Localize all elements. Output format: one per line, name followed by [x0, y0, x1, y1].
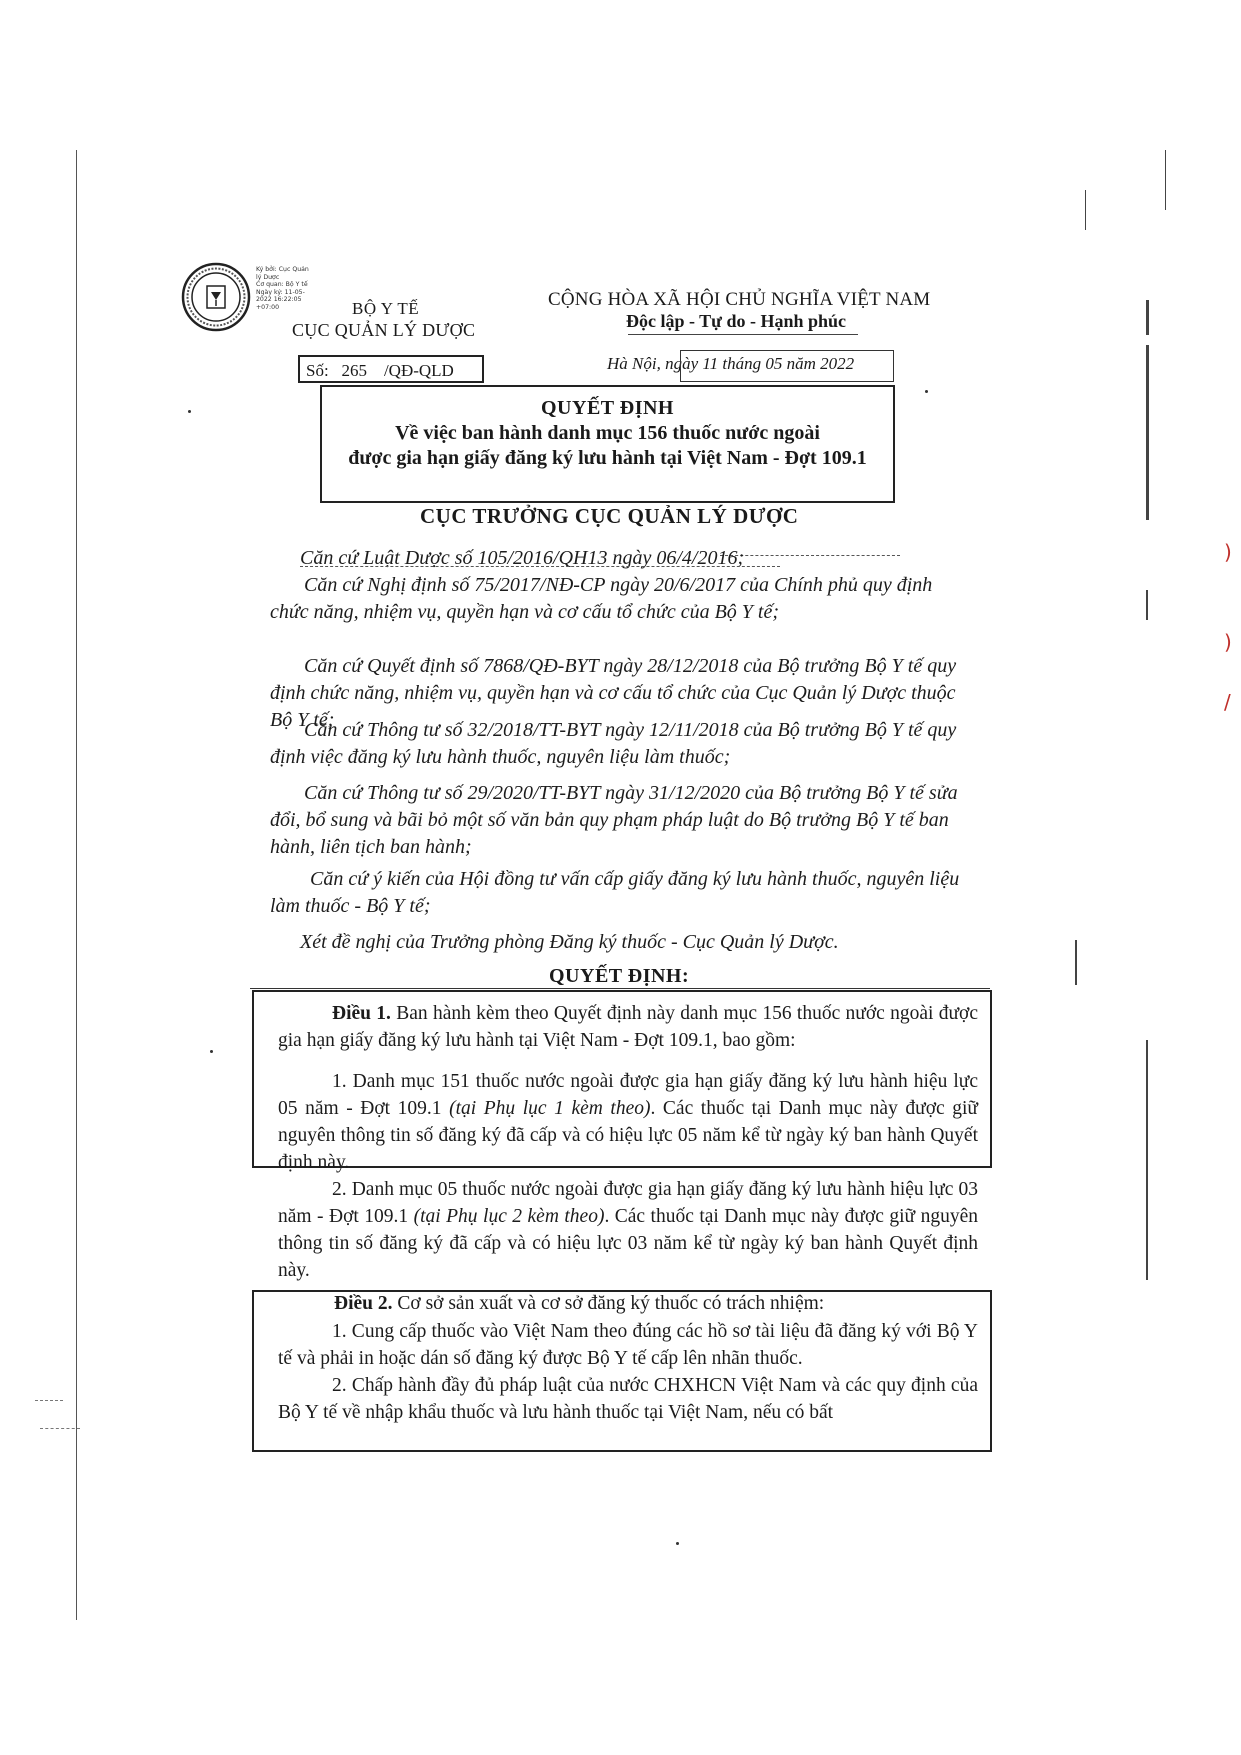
decides-underline [250, 988, 990, 989]
preamble-decision: Căn cứ Quyết định số 7868/QĐ-BYT ngày 28/12/2018 của Bộ trưởng Bộ Y tế quy định chức năng, nhiệm vụ, quyền hạn và cơ cấu tổ chức của Cục Quản lý Dược thuộc Bộ Y tế; [270, 655, 957, 731]
article-1-item-2-rest: . Các thuốc tại Danh mục này được giữ nguyên thông tin số đăng ký đã cấp và có hiệu lực 03 năm kể từ ngày ký ban hành Quyết định này. [278, 1206, 978, 1281]
article-1 [278, 1000, 978, 1054]
scan-edge-mark [1085, 190, 1086, 230]
scan-dot [676, 1542, 679, 1545]
scan-edge-mark [1146, 345, 1149, 520]
article-1-item-1-text: 1. Danh mục 151 thuốc nước ngoài được gia hạn giấy đăng ký lưu hành hiệu lực 05 năm - Đợt 109.1 [278, 1071, 978, 1119]
article-1-item-2-text: 2. Danh mục 05 thuốc nước ngoài được gia hạn giấy đăng ký lưu hành hiệu lực 03 năm - Đợt 109.1 [278, 1179, 978, 1227]
number-suffix: /QĐ-QLD [383, 361, 454, 380]
article-1-item-1 [278, 1068, 978, 1176]
scan-dot [925, 390, 928, 393]
signature-line: 2022 16:22:05 [256, 296, 302, 304]
article-1-item-2-ref: (tại Phụ lục 2 kèm theo) [413, 1206, 605, 1227]
number-value: 265 [341, 361, 367, 380]
preamble-decree: Căn cứ Nghị định số 75/2017/NĐ-CP ngày 20/6/2017 của Chính phủ quy định chức năng, nhiệm vụ, quyền hạn và cơ cấu tổ chức của Bộ Y tế; [270, 574, 933, 623]
article-2 [334, 1290, 994, 1317]
ministry-seal-icon [181, 262, 251, 332]
scan-edge-mark [1146, 590, 1148, 620]
digital-signature-info [256, 266, 326, 312]
document-number [298, 355, 484, 383]
red-margin-mark: ) [1224, 540, 1232, 564]
article-1-item-1-ref: (tại Phụ lục 1 kèm theo) [449, 1098, 651, 1119]
decides-heading: QUYẾT ĐỊNH: [549, 965, 690, 987]
scan-dot [210, 1050, 213, 1053]
scan-edge-mark [1075, 940, 1077, 985]
scan-edge-mark [1146, 300, 1149, 335]
signature-line: +07:00 [256, 303, 280, 311]
issue-date: Hà Nội, ngày 11 tháng 05 năm 2022 [607, 354, 855, 373]
article-1-item-1-rest: . Các thuốc tại Danh mục này được giữ nguyên thông tin số đăng ký đã cấp và có hiệu lực 05 năm kể từ ngày ký ban hành Quyết định này. [278, 1098, 978, 1173]
decision-heading: QUYẾT ĐỊNH [541, 397, 674, 419]
scan-dash [720, 555, 900, 557]
ministry-name: BỘ Y TẾ [352, 299, 420, 318]
preamble-circular-32: Căn cứ Thông tư số 32/2018/TT-BYT ngày 12/11/2018 của Bộ trưởng Bộ Y tế quy định việc đăng ký lưu hành thuốc, nguyên liệu làm thuốc; [270, 719, 957, 768]
country-name: CỘNG HÒA XÃ HỘI CHỦ NGHĨA VIỆT NAM [548, 289, 931, 310]
article-2-item-1: 1. Cung cấp thuốc vào Việt Nam theo đúng các hồ sơ tài liệu đã đăng ký với Bộ Y tế và phải in hoặc dán số đăng ký được Bộ Y tế cấp lên nhãn thuốc. [278, 1321, 978, 1369]
preamble-law: Căn cứ Luật Dược số 105/2016/QH13 ngày 06/4/2016; [300, 547, 745, 569]
red-margin-mark: / [1224, 690, 1231, 714]
decision-title-box [320, 385, 895, 503]
preamble-circular-29: Căn cứ Thông tư số 29/2020/TT-BYT ngày 31/12/2020 của Bộ trưởng Bộ Y tế sửa đổi, bổ sung và bãi bỏ một số văn bản quy phạm pháp luật do Bộ trưởng Bộ Y tế ban hành, liên tịch ban hành; [270, 782, 958, 858]
law-underline [300, 566, 780, 568]
article-2-item-2: 2. Chấp hành đầy đủ pháp luật của nước CHXHCN Việt Nam và các quy định của Bộ Y tế về nhập khẩu thuốc và lưu hành thuốc tại Việt Nam, nếu có bất [278, 1375, 978, 1423]
department-name: CỤC QUẢN LÝ DƯỢC [292, 320, 476, 340]
scan-dash [40, 1428, 80, 1430]
preamble-council: Căn cứ ý kiến của Hội đồng tư vấn cấp giấy đăng ký lưu hành thuốc, nguyên liệu làm thuốc - Bộ Y tế; [270, 868, 960, 917]
article-1-text: Ban hành kèm theo Quyết định này danh mục 156 thuốc nước ngoài được gia hạn giấy đăng ký lưu hành tại Việt Nam - Đợt 109.1, bao gồm: [278, 1003, 979, 1051]
preamble-proposal: Xét đề nghị của Trưởng phòng Đăng ký thuốc - Cục Quản lý Dược. [300, 931, 839, 953]
date-stamp-box [680, 350, 894, 382]
article-1-label: Điều 1. [332, 1003, 391, 1024]
scan-dot [188, 410, 191, 413]
article-1-item-2 [278, 1176, 978, 1284]
red-margin-mark: ) [1224, 630, 1232, 654]
signature-line: Ngày ký: 11-05- [256, 288, 305, 296]
article-2-text: Cơ sở sản xuất và cơ sở đăng ký thuốc có trách nhiệm: [397, 1293, 825, 1314]
issuing-authority: CỤC TRƯỞNG CỤC QUẢN LÝ DƯỢC [420, 504, 799, 528]
scan-edge-mark [1165, 150, 1166, 210]
scan-edge-mark [1146, 1040, 1148, 1280]
scan-edge-line [76, 150, 77, 1620]
motto-underline [628, 334, 858, 335]
signature-line: Ký bởi: Cục Quản [256, 266, 309, 273]
number-label: Số: [306, 361, 329, 380]
article-2-label: Điều 2. [334, 1293, 393, 1314]
decision-subject-line-1: Về việc ban hành danh mục 156 thuốc nước ngoài [395, 422, 820, 444]
decision-subject-line-2: được gia hạn giấy đăng ký lưu hành tại Việt Nam - Đợt 109.1 [348, 447, 867, 469]
national-motto: Độc lập - Tự do - Hạnh phúc [626, 311, 847, 331]
signature-line: lý Dược [256, 273, 280, 281]
signature-line: Cơ quan: Bộ Y tế [256, 281, 308, 289]
scan-dash [35, 1400, 63, 1402]
